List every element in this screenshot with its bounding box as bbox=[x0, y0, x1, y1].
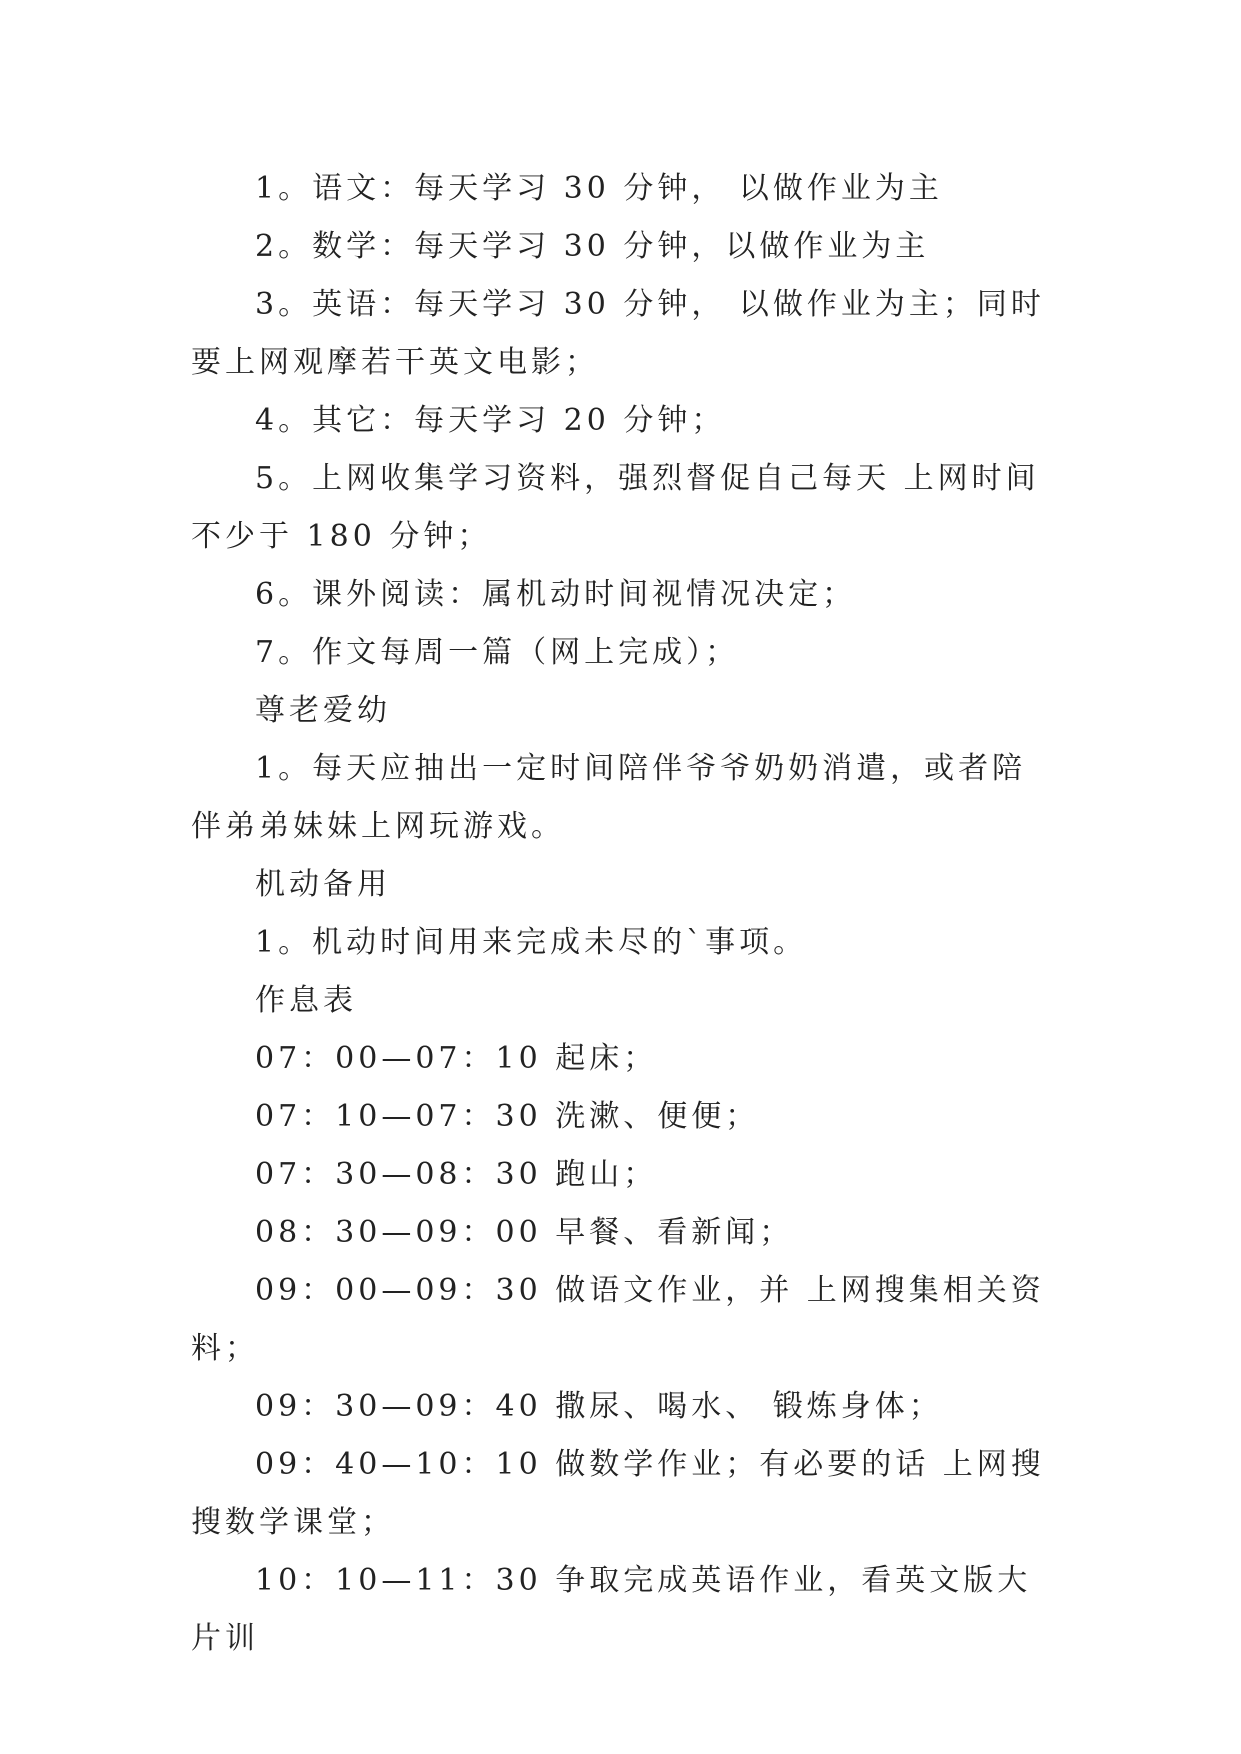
paragraph: 4。其它：每天学习 20 分钟； bbox=[255, 403, 726, 438]
schedule-item: 09：30—09：40 撒尿、喝水、 锻炼身体； bbox=[255, 1389, 943, 1424]
paragraph: 1。机动时间用来完成未尽的`事项。 bbox=[255, 925, 808, 960]
section-heading: 作息表 bbox=[255, 983, 357, 1018]
paragraph: 1。每天应抽出一定时间陪伴爷爷奶奶消遣，或者陪伴弟弟妹妹上网玩游戏。 bbox=[191, 751, 1027, 844]
paragraph: 2。数学：每天学习 30 分钟，以做作业为主 bbox=[255, 229, 930, 264]
section-heading: 机动备用 bbox=[255, 867, 391, 902]
paragraph: 7。作文每周一篇（网上完成）； bbox=[255, 635, 740, 670]
paragraph: 6。课外阅读：属机动时间视情况决定； bbox=[255, 577, 857, 612]
schedule-item: 08：30—09：00 早餐、看新闻； bbox=[255, 1215, 794, 1250]
paragraph: 5。上网收集学习资料，强烈督促自己每天 上网时间不少于 180 分钟； bbox=[191, 461, 1040, 554]
schedule-item: 07：30—08：30 跑山； bbox=[255, 1157, 658, 1192]
document-body bbox=[191, 160, 1051, 1668]
paragraph: 3。英语：每天学习 30 分钟， 以做作业为主；同时要上网观摩若干英文电影； bbox=[191, 287, 1045, 380]
section-heading: 尊老爱幼 bbox=[255, 693, 391, 728]
schedule-item: 10：10—11：30 争取完成英语作业，看英文版大片训 bbox=[191, 1563, 1032, 1656]
schedule-item: 09：40—10：10 做数学作业；有必要的话 上网搜搜数学课堂； bbox=[191, 1447, 1045, 1540]
schedule-item: 07：10—07：30 洗漱、便便； bbox=[255, 1099, 760, 1134]
schedule-item: 07：00—07：10 起床； bbox=[255, 1041, 658, 1076]
paragraph: 1。语文：每天学习 30 分钟， 以做作业为主 bbox=[255, 171, 943, 206]
schedule-item: 09：00—09：30 做语文作业，并 上网搜集相关资料； bbox=[191, 1273, 1045, 1366]
